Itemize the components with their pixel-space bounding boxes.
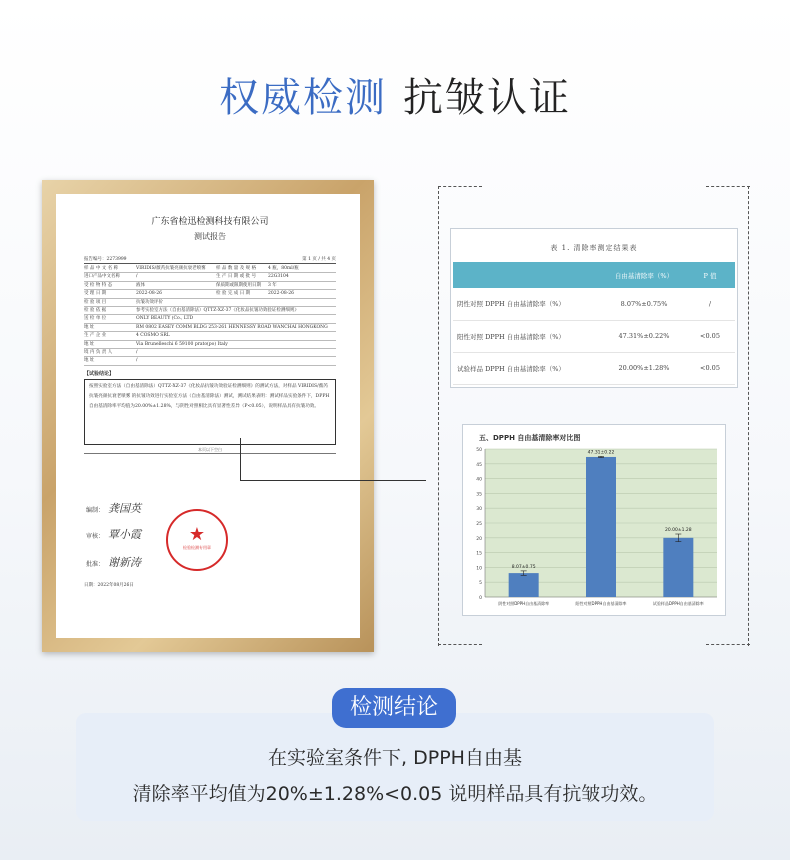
row-key: 地 址	[84, 341, 95, 347]
signature-reviewer	[86, 526, 141, 542]
signature-reviewer-label: 审核：	[86, 533, 105, 540]
row-value: 参考实验室方法（自由基清除法）QTTZ-XZ-37《化妆品抗皱功效验证检测细则》	[136, 308, 299, 314]
row-key: 样 品 中 文 名 称	[84, 266, 119, 271]
chart-y-tick-label: 25	[476, 522, 482, 527]
chart-y-tick-label: 30	[476, 507, 482, 513]
row-rate: 20.00%±1.28%	[603, 352, 685, 384]
certificate-info-row	[84, 273, 336, 281]
page-number: 第 1 页 / 共 4 页	[302, 257, 336, 262]
chart-y-tick-label: 40	[476, 477, 482, 483]
row-name: 试验样品 DPPH 自由基清除率（%）	[453, 352, 603, 384]
header-cell-p: P 值	[685, 262, 735, 288]
chart-bar	[586, 457, 616, 597]
certificate-info-row	[84, 315, 336, 323]
title-part2: 抗皱认证	[403, 75, 571, 121]
chart-y-tick-label: 0	[479, 596, 482, 601]
row-key: 检 验 依 据	[84, 308, 107, 314]
signature-approver-name: 谢新涛	[108, 556, 142, 569]
table-row	[453, 320, 735, 352]
chart-category-label: 阴性对照DPPH自由基清除率	[498, 601, 550, 606]
row-value: 4 COSMO SRL	[136, 333, 170, 339]
title-part1: 权威检测	[219, 75, 387, 121]
row-key: 地 址	[84, 324, 95, 330]
results-table-header	[453, 262, 735, 288]
header-cell-rate: 自由基清除率（%）	[603, 262, 685, 288]
certificate-frame	[42, 180, 374, 652]
row-key: 受 检 物 特 态	[84, 282, 113, 288]
results-table-card	[450, 228, 738, 388]
certificate-info-row	[84, 307, 336, 315]
certificate-info-row	[84, 299, 336, 307]
certificate-info-row	[84, 290, 336, 298]
connector-line-vertical	[240, 438, 241, 480]
official-seal	[166, 509, 228, 571]
chart-data-label: 8.07±0.75	[511, 564, 536, 570]
row-p: <0.05	[685, 320, 735, 352]
certificate-meta	[84, 256, 336, 264]
certificate-info-row	[84, 357, 336, 365]
chart-y-tick-label: 10	[476, 566, 482, 572]
dpph-bar-chart	[463, 425, 727, 617]
row-key: 检 验 项 目	[84, 299, 107, 305]
signature-editor	[86, 500, 141, 516]
chart-bar	[663, 538, 693, 597]
table-row	[453, 352, 735, 384]
certificate-info-row	[84, 265, 336, 273]
conclusion-line-1: 在实验室条件下, DPPH自由基	[268, 747, 522, 769]
chart-y-tick-label: 45	[476, 462, 482, 468]
results-table	[453, 262, 735, 385]
chart-data-label: 20.00±1.28	[664, 528, 692, 534]
row-key: 送 检 单 位	[84, 316, 107, 322]
chart-data-label: 47.31±0.22	[587, 450, 615, 456]
certificate-date: 日期：2022年08月26日	[84, 583, 134, 588]
row-value: RM 0802 EASEY COMM BLDG 253-261 HENNESSY ROAD WANCHAI HONGKONG	[136, 324, 328, 330]
certificate-info-row	[84, 324, 336, 332]
seal-text: 检验检测专用章	[183, 545, 211, 550]
signature-approver-label: 批准：	[86, 561, 105, 568]
row-key: 地 址	[84, 358, 95, 364]
row-key: 境 内 负 责 人	[84, 350, 113, 356]
signature-reviewer-name: 覃小霞	[108, 528, 142, 541]
certificate-paper	[56, 194, 360, 638]
connector-line-horizontal	[240, 480, 426, 481]
row-key-2: 样 品 数 量 及 规 格	[216, 266, 257, 271]
row-name: 阴性对照 DPPH 自由基清除率（%）	[453, 288, 603, 320]
row-value: Via Brunelleschi 6 59100 prato(po) Italy	[136, 341, 228, 347]
row-key-2: 生 产 日 期 或 批 号	[216, 274, 257, 280]
chart-category-label: 试验样品DPPH自由基清除率	[652, 601, 704, 606]
row-name: 阳性对照 DPPH 自由基清除率（%）	[453, 320, 603, 352]
conclusion-badge: 检测结论	[332, 688, 456, 728]
row-key: 进口产品中文名称	[84, 274, 120, 280]
certificate-title: 测试报告	[194, 232, 226, 241]
page-title	[0, 66, 790, 123]
row-value: /	[136, 350, 138, 356]
certificate-info-row	[84, 282, 336, 290]
chart-y-tick-label: 50	[476, 448, 482, 453]
row-value: ONLY BEAUTY (Co., LTD	[136, 316, 194, 322]
row-value: /	[136, 358, 138, 364]
chart-y-tick-label: 20	[476, 536, 482, 542]
certificate-org: 广东省检迅检测科技有限公司	[151, 217, 269, 227]
seal-star-icon: ★	[188, 524, 206, 545]
conclusion-box	[76, 713, 714, 821]
table-row	[453, 288, 735, 320]
certificate-info-row	[84, 341, 336, 349]
row-rate: 8.07%±0.75%	[603, 288, 685, 320]
row-key-2: 检 验 完 成 日 期	[216, 291, 251, 297]
row-p: <0.05	[685, 352, 735, 384]
row-value: VIRIDIS/薇芮抗皱亮颜抗衰老喷雾	[136, 266, 206, 271]
signature-editor-name: 龚国英	[108, 502, 142, 515]
chart-category-label: 阳性对照DPPH自由基清除率	[575, 601, 627, 606]
row-key-2: 保质期或限期使用日期	[216, 282, 261, 288]
certificate-conclusion: 按照实验室方法（自由基清除法）QTTZ-XZ-37《化妆品抗皱功效验证检测细则》的测试方法，对样品 VIRIDIS/薇芮抗皱亮颜抗衰老喷雾 的抗皱功效进行实验室方法（自由基清除法）测试，测试结果表明：测试样品实验条件下，DPPH自由基清除率平均值为20.00%±1.28%，与阴性对照相比具有显著性差异（P<0.05），说明样品具有抗皱功效。	[84, 379, 336, 445]
chart-y-tick-label: 5	[479, 581, 482, 587]
report-number: 报告编号：2273999	[84, 257, 127, 262]
header-cell-name	[453, 262, 603, 288]
dpph-chart-card	[462, 424, 726, 616]
conclusion-line-2: 清除率平均值为20%±1.28%<0.05 说明样品具有抗皱功效。	[132, 783, 658, 805]
certificate-info-row	[84, 332, 336, 340]
row-value-2: 4 瓶，80ml/瓶	[268, 266, 299, 271]
row-value-2: 3 年	[268, 282, 277, 288]
row-value: 液体	[136, 282, 145, 288]
signature-approver	[86, 554, 141, 570]
row-rate: 47.31%±0.22%	[603, 320, 685, 352]
row-value: 抗皱功效评价	[136, 299, 163, 305]
certificate-end-note: 本页以下空白	[84, 447, 336, 454]
row-p: /	[685, 288, 735, 320]
row-key: 生 产 企 业	[84, 333, 107, 339]
certificate-section-heading: 【试验结论】	[84, 370, 115, 377]
chart-y-tick-label: 35	[476, 492, 482, 498]
row-key: 受 理 日 期	[84, 291, 107, 297]
row-value-2: 2022-08-26	[268, 291, 294, 297]
chart-title: 五、DPPH 自由基清除率对比图	[479, 434, 581, 442]
signature-editor-label: 编制：	[86, 507, 105, 514]
certificate-info-row	[84, 349, 336, 357]
row-value: 2022-08-26	[136, 291, 162, 297]
chart-y-tick-label: 15	[476, 551, 482, 557]
row-value-2: 22G3104	[268, 274, 289, 280]
row-value: /	[136, 274, 138, 280]
chart-bar	[509, 573, 539, 597]
results-table-title: 表 1. 清除率测定结果表	[550, 244, 638, 252]
certificate-info-rows	[84, 265, 336, 366]
